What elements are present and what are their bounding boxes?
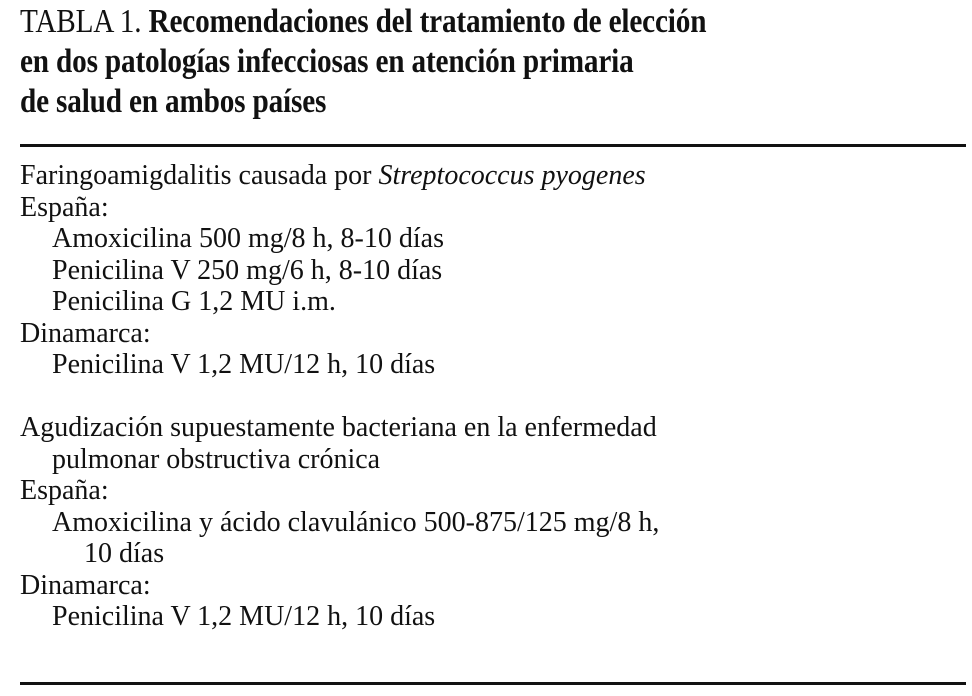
table-title-line-2: en dos patologías infecciosas en atención primaria bbox=[20, 43, 634, 80]
section-2-spain-item-line-1: Amoxicilina y ácido clavulánico 500-875/125 mg/8 h, bbox=[52, 506, 660, 538]
section-1-heading bbox=[20, 160, 966, 192]
section-gap bbox=[20, 381, 966, 413]
section-1-spain-item-2: Penicilina V 250 mg/6 h, 8-10 días bbox=[52, 254, 443, 286]
section-1-heading-text: Faringoamigdalitis causada por bbox=[20, 160, 379, 191]
caption-line-1 bbox=[20, 2, 966, 42]
top-rule bbox=[20, 144, 966, 147]
table-title-line-1: Recomendaciones del tratamiento de elección bbox=[148, 3, 707, 40]
table-title-line-3: de salud en ambos países bbox=[20, 83, 327, 120]
section-1-spain-item-3: Penicilina G 1,2 MU i.m. bbox=[52, 286, 336, 317]
section-2-spain-item-line-2: 10 días bbox=[84, 538, 165, 569]
section-1-spain-item-1: Amoxicilina 500 mg/8 h, 8-10 días bbox=[52, 223, 444, 254]
section-1-country-spain: España: bbox=[20, 191, 109, 223]
section-2-country-denmark: Dinamarca: bbox=[20, 569, 151, 601]
section-1-country-denmark: Dinamarca: bbox=[20, 317, 151, 349]
table-1 bbox=[20, 0, 966, 632]
section-2-country-spain: España: bbox=[20, 475, 109, 506]
table-body bbox=[20, 160, 966, 633]
section-2-heading-line-2: pulmonar obstructiva crónica bbox=[52, 443, 381, 475]
section-2-denmark-item-1: Penicilina V 1,2 MU/12 h, 10 días bbox=[52, 601, 436, 632]
section-1-denmark-item-1: Penicilina V 1,2 MU/12 h, 10 días bbox=[52, 349, 436, 380]
table-caption bbox=[20, 2, 966, 122]
section-1-heading-organism: Streptococcus pyogenes bbox=[378, 160, 646, 191]
section-2-heading-line-1: Agudización supuestamente bacteriana en la enfermedad bbox=[20, 412, 657, 443]
bottom-rule bbox=[20, 682, 966, 685]
table-label: TABLA 1. bbox=[20, 3, 142, 40]
